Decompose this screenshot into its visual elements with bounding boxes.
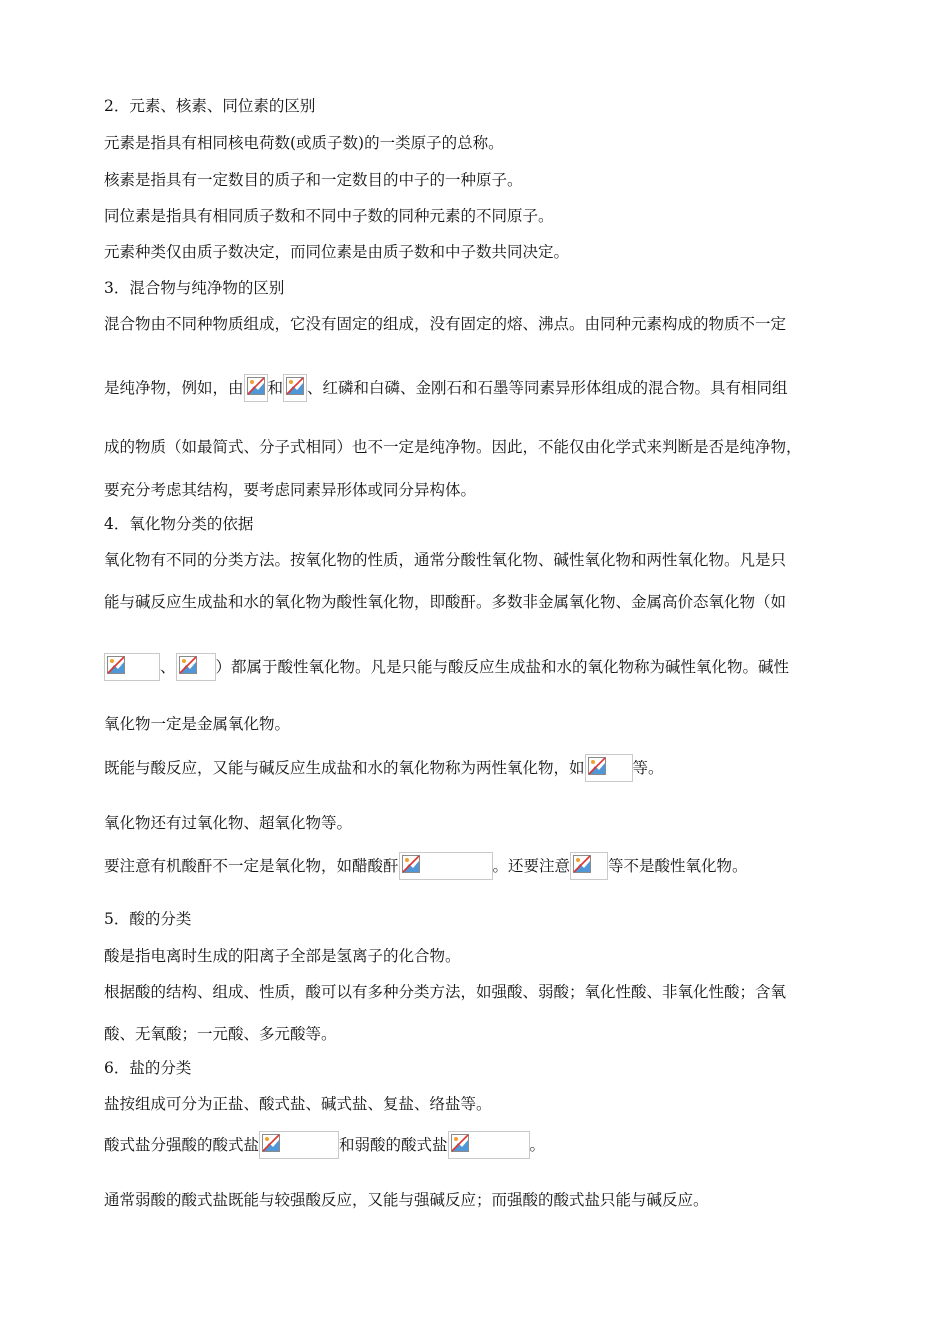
- formula-image-placeholder: [585, 754, 633, 782]
- paragraph: 氧化物一定是金属氧化物。: [104, 715, 291, 733]
- broken-image-icon: [286, 377, 304, 395]
- broken-image-icon: [402, 855, 420, 873]
- paragraph: 能与碱反应生成盐和水的氧化物为酸性氧化物，即酸酐。多数非金属氧化物、金属高价态氧化物（如: [104, 593, 787, 611]
- formula-image-placeholder: [399, 852, 493, 880]
- formula-image-placeholder: [570, 852, 608, 880]
- broken-image-icon: [573, 855, 591, 873]
- broken-image-icon: [179, 656, 197, 674]
- paragraph: 通常弱酸的酸式盐既能与较强酸反应，又能与强碱反应；而强酸的酸式盐只能与碱反应。: [104, 1191, 709, 1209]
- formula-image-placeholder: [176, 653, 216, 681]
- paragraph: 元素是指具有相同核电荷数(或质子数)的一类原子的总称。: [104, 134, 504, 152]
- paragraph: 同位素是指具有相同质子数和不同中子数的同种元素的不同原子。: [104, 207, 554, 225]
- section-5-heading: 5．酸的分类: [104, 910, 192, 928]
- formula-image-placeholder: [244, 374, 268, 402]
- paragraph: 酸式盐分强酸的酸式盐 和弱酸的酸式盐 。: [104, 1131, 545, 1151]
- paragraph: 成的物质（如最简式、分子式相同）也不一定是纯净物。因此，不能仅由化学式来判断是否是纯净物，: [104, 438, 802, 456]
- paragraph: 根据酸的结构、组成、性质，酸可以有多种分类方法，如强酸、弱酸；氧化性酸、非氧化性酸；含氧: [104, 983, 787, 1001]
- paragraph: 核素是指具有一定数目的质子和一定数目的中子的一种原子。: [104, 171, 523, 189]
- paragraph: 要注意有机酸酐不一定是氧化物，如醋酸酐 。还要注意 等不是酸性氧化物。: [104, 852, 748, 872]
- paragraph: 、 ）都属于酸性氧化物。凡是只能与酸反应生成盐和水的氧化物称为碱性氧化物。碱性: [104, 653, 789, 673]
- broken-image-icon: [262, 1134, 280, 1152]
- paragraph: 要充分考虑其结构，要考虑同素异形体或同分异构体。: [104, 481, 477, 499]
- paragraph: 混合物由不同种物质组成，它没有固定的组成，没有固定的熔、沸点。由同种元素构成的物质不一定: [104, 315, 787, 333]
- formula-image-placeholder: [448, 1131, 530, 1159]
- paragraph: 酸、无氧酸；一元酸、多元酸等。: [104, 1025, 337, 1043]
- paragraph: 氧化物还有过氧化物、超氧化物等。: [104, 814, 353, 832]
- broken-image-icon: [588, 757, 606, 775]
- formula-image-placeholder: [283, 374, 307, 402]
- paragraph: 酸是指电离时生成的阳离子全部是氢离子的化合物。: [104, 947, 461, 965]
- formula-image-placeholder: [259, 1131, 339, 1159]
- paragraph: 盐按组成可分为正盐、酸式盐、碱式盐、复盐、络盐等。: [104, 1095, 492, 1113]
- paragraph: 既能与酸反应，又能与碱反应生成盐和水的氧化物称为两性氧化物，如 等。: [104, 754, 664, 774]
- broken-image-icon: [247, 377, 265, 395]
- section-3-heading: 3．混合物与纯净物的区别: [104, 279, 285, 297]
- paragraph: 是纯净物，例如，由 和 、红磷和白磷、金刚石和石墨等同素异形体组成的混合物。具有相同组: [104, 374, 788, 394]
- paragraph: 氧化物有不同的分类方法。按氧化物的性质，通常分酸性氧化物、碱性氧化物和两性氧化物。凡是只: [104, 551, 787, 569]
- broken-image-icon: [451, 1134, 469, 1152]
- section-4-heading: 4．氧化物分类的依据: [104, 515, 254, 533]
- formula-image-placeholder: [104, 653, 160, 681]
- paragraph: 元素种类仅由质子数决定，而同位素是由质子数和中子数共同决定。: [104, 243, 570, 261]
- section-2-heading: 2．元素、核素、同位素的区别: [104, 97, 316, 115]
- section-6-heading: 6．盐的分类: [104, 1059, 192, 1077]
- broken-image-icon: [107, 656, 125, 674]
